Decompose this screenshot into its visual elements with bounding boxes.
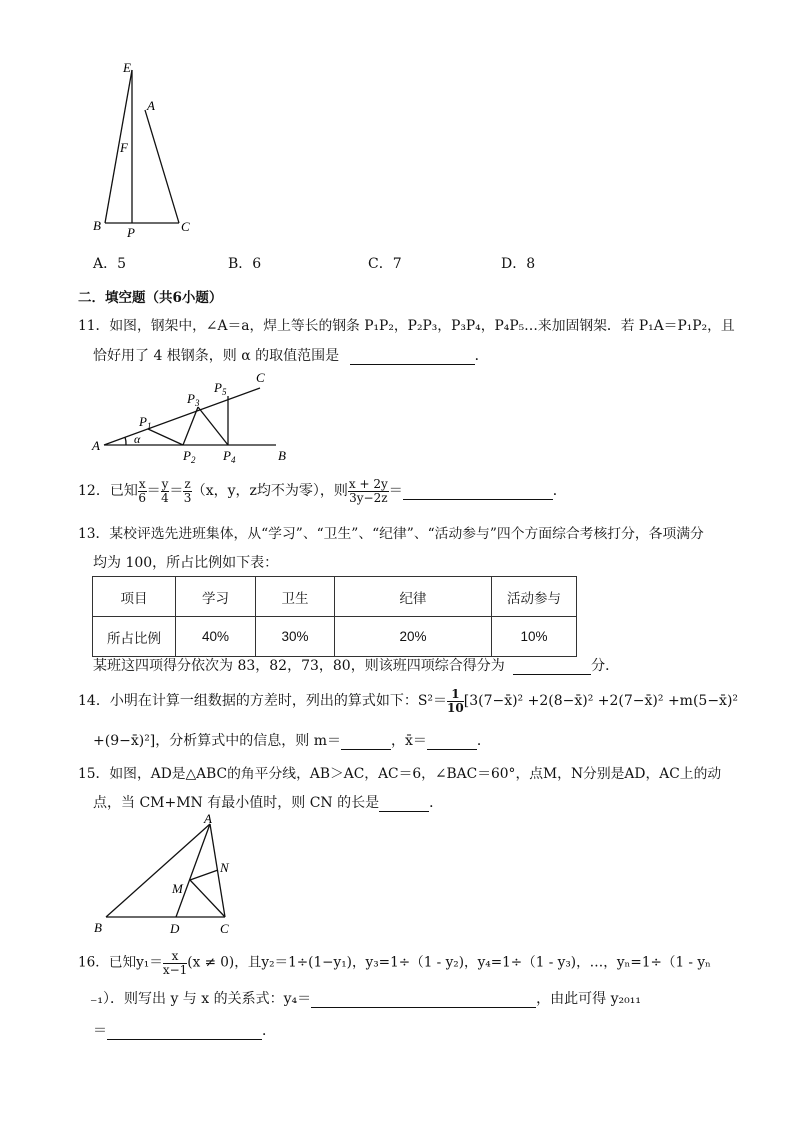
label-P3: $P_3$ <box>187 391 200 408</box>
fraction-x-over-x-minus-1: $\frac{x}{x-1}$ <box>162 949 188 977</box>
q12-answer-blank[interactable] <box>403 483 553 500</box>
table-row <box>93 617 577 657</box>
label-M: M <box>172 881 183 896</box>
q12-prefix: 12．已知 <box>78 483 138 500</box>
q14-answer-m-blank[interactable] <box>341 733 391 750</box>
q15-line1: 15．如图，AD是△ABC的角平分线，AB＞AC，AC＝6，∠BAC＝60°，点M，N分别是AD，AC上的动 <box>78 766 722 782</box>
q14-expression: [3(7−x̄)² +2(8−x̄)² +2(7−x̄)² +m(5−x̄)² <box>463 693 739 710</box>
q16-line3 <box>93 1020 276 1040</box>
label-A: A <box>204 812 212 826</box>
label-P4: $P_4$ <box>223 448 236 465</box>
q15-line2-text: 点，当 CM+MN 有最小值时，则 CN 的长是 <box>93 795 380 811</box>
table-header-cell: 卫生 <box>256 577 335 617</box>
label-C: C <box>256 370 265 385</box>
equals: ＝ <box>388 483 403 500</box>
fraction-z-3: $\frac{z}{3}$ <box>183 477 192 505</box>
table-header-cell: 纪律 <box>335 577 492 617</box>
label-E: E <box>123 60 131 75</box>
q16-end: ． <box>262 1023 276 1039</box>
fraction-one-tenth: $\frac{1}{10}$ <box>447 687 464 715</box>
label-P2: $P_2$ <box>183 448 196 465</box>
figure-q10 <box>85 55 205 245</box>
q10-option-c: C．7 <box>368 256 402 272</box>
q13-line3 <box>93 655 619 675</box>
q13-line2: 均为 100，所占比例如下表： <box>93 555 279 571</box>
q10-option-a: A．5 <box>93 256 127 272</box>
q11-line2 <box>93 345 489 365</box>
q11-line2-text: 恰好用了 4 根钢条，则 α 的取值范围是 <box>93 348 340 364</box>
label-P1: $P_1$ <box>139 414 152 431</box>
q16-answer-y2011-blank[interactable] <box>107 1023 262 1040</box>
q14-xbar-label: ，x̄＝ <box>391 733 427 749</box>
label-B: B <box>93 218 101 233</box>
label-F: F <box>120 140 128 155</box>
table-cell: 所占比例 <box>93 617 176 657</box>
label-B: B <box>94 920 102 935</box>
label-C: C <box>181 219 190 234</box>
figure-q15 <box>90 812 250 940</box>
table-cell: 30% <box>256 617 335 657</box>
table-cell: 20% <box>335 617 492 657</box>
q16-answer-y4-blank[interactable] <box>311 991 536 1008</box>
fraction-y-4: $\frac{y}{4}$ <box>161 477 169 505</box>
q13-line1: 13．某校评选先进班集体，从“学习”、“卫生”、“纪律”、“活动参与”四个方面综合考核打分，各项满分 <box>78 526 704 542</box>
q14-line1 <box>78 688 738 714</box>
q11-line1: 11．如图，钢架中，∠A＝a，焊上等长的钢条 P₁P₂，P₂P₃，P₃P₄，P₄P₅…来加固钢架．若 P₁A＝P₁P₂，且 <box>78 318 735 334</box>
q13-line3-text: 某班这四项得分依次为 83，82，73，80，则该班四项综合得分为 <box>93 658 505 674</box>
fraction-expression: $\frac{x + 2y}{3y-2z}$ <box>348 477 388 505</box>
q14-line2 <box>93 730 491 750</box>
q12-line <box>78 478 567 504</box>
q11-answer-blank[interactable] <box>350 348 475 365</box>
label-A: A <box>92 438 100 453</box>
label-P: P <box>127 225 135 240</box>
q14-end: ． <box>476 733 491 749</box>
label-B: B <box>278 448 286 463</box>
table-cell: 10% <box>492 617 577 657</box>
q14-answer-xbar-blank[interactable] <box>427 733 477 750</box>
figure-q11 <box>88 365 298 465</box>
q12-end: ． <box>552 483 567 500</box>
equals: ＝ <box>169 483 184 500</box>
equals: ＝ <box>146 483 161 500</box>
table-header-cell: 活动参与 <box>492 577 577 617</box>
q10-option-b: B．6 <box>228 256 262 272</box>
q15-answer-blank[interactable] <box>379 795 429 812</box>
label-alpha: α <box>134 432 141 446</box>
q16-line2 <box>90 988 641 1008</box>
table-header-cell: 学习 <box>176 577 256 617</box>
q16-prefix: 16．已知y₁＝ <box>78 954 163 971</box>
fraction-x-6: $\frac{x}{6}$ <box>138 477 147 505</box>
table-cell: 40% <box>176 617 256 657</box>
label-P5: $P_5$ <box>214 380 227 397</box>
label-D: D <box>170 921 180 936</box>
label-A: A <box>147 98 155 113</box>
q15-end: ． <box>429 795 444 811</box>
label-N: N <box>220 860 229 875</box>
section-title: 二．填空题（共6小题） <box>78 290 223 306</box>
equals: ＝ <box>93 1023 107 1039</box>
table-header-cell: 项目 <box>93 577 176 617</box>
q11-line2-end: ． <box>474 348 489 364</box>
ratio-table <box>92 576 577 657</box>
q16-recursion: (x ≠ 0)，且y₂＝1÷(1−y₁)，y₃=1÷（1 - y₂)，y₄=1÷（1 - y₃)，…，yₙ=1÷（1 - yₙ <box>187 954 711 971</box>
q10-option-d: D．8 <box>501 256 536 272</box>
q16-line2-end: ，由此可得 y₂₀₁₁ <box>536 991 641 1007</box>
q13-answer-blank[interactable] <box>513 658 591 675</box>
q15-line2 <box>93 792 443 812</box>
q13-unit: 分． <box>591 658 620 674</box>
table-row <box>93 577 577 617</box>
q14-line2-text: +(9−x̄)²]，分析算式中的信息，则 m＝ <box>93 733 341 749</box>
q16-line1 <box>78 950 711 976</box>
label-C: C <box>220 921 229 936</box>
q12-condition: （x，y，z均不为零），则 <box>191 483 348 500</box>
q14-prefix: 14．小明在计算一组数据的方差时，列出的算式如下：S²＝ <box>78 693 448 710</box>
q16-line2-text: ₋₁）．则写出 y 与 x 的关系式：y₄＝ <box>90 991 312 1007</box>
